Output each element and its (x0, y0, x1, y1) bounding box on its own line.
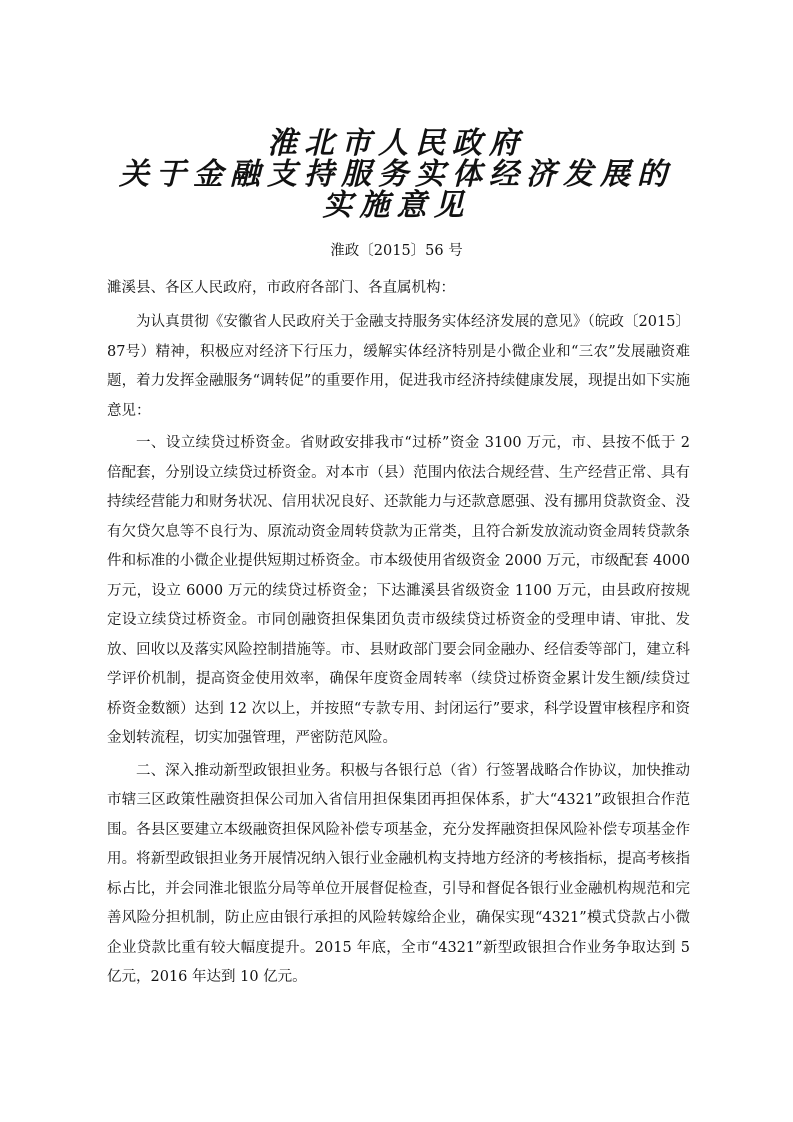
addressee-line: 濉溪县、各区人民政府，市政府各部门、各直属机构： (107, 280, 455, 296)
title-line-type: 实施意见 (322, 188, 471, 223)
paragraph-section-1: 一、设立续贷过桥资金。省财政安排我市“过桥”资金 3100 万元，市、县按不低于 2 倍配套，分别设立续贷过桥资金。对本市（县）范围内依法合规经营、生产经营正常、具有持续经营能力和财务状况、信用状况良好、还款能力与还款意愿强、没有挪用贷款资金、没有欠贷欠息等不良行为、原流动资金周转贷款为正常类，且符合新发放流动资金周转贷款条件和标准的小微企业提供短期过桥资金。市本级使用省级资金 2000 万元，市级配套 4000 万元，设立 6000 万元的续贷过桥资金；下达濉溪县省级资金 1100 万元，由县政府按规定设立续贷过桥资金。市同创融资担保集团负责市级续贷过桥资金的受理申请、审批、发放、回收以及落实风险控制措施等。市、县财政部门要会同金融办、经信委等部门，建立科学评价机制，提高资金使用效率，确保年度资金周转率（续贷过桥资金累计发生额/续贷过桥资金数额）达到 12 次以上，并按照“专款专用、封闭运行”要求，科学设置审核程序和资金划转流程，切实加强管理，严密防范风险。 (107, 435, 690, 746)
paragraph-section-2: 二、深入推动新型政银担业务。积极与各银行总（省）行签署战略合作协议，加快推动市辖三区政策性融资担保公司加入省信用担保集团再担保体系，扩大“4321”政银担合作范围。各县区要建立本级融资担保风险补偿专项基金，充分发挥融资担保风险补偿专项基金作用。将新型政银担业务开展情况纳入银行业金融机构支持地方经济的考核指标，提高考核指标占比，并会同淮北银监分局等单位开展督促检查，引导和督促各银行业金融机构规范和完善风险分担机制，防止应由银行承担的风险转嫁给企业，确保实现“4321”模式贷款占小微企业贷款比重有较大幅度提升。2015 年底，全市“4321”新型政银担合作业务争取达到 5 亿元，2016 年达到 10 亿元。 (107, 762, 690, 985)
title-line-issuer: 淮北市人民政府 (267, 126, 526, 161)
document-body (107, 308, 690, 996)
title-line-subject: 关于金融支持服务实体经济发展的 (119, 157, 674, 192)
document-number: 淮政〔2015〕56 号 (330, 243, 463, 259)
paragraph-preamble: 为认真贯彻《安徽省人民政府关于金融支持服务实体经济发展的意见》（皖政〔2015〕87号）精神，积极应对经济下行压力，缓解实体经济特别是小微企业和“三农”发展融资难题，着力发挥金融服务“调转促”的重要作用，促进我市经济持续健康发展，现提出如下实施意见： (107, 314, 690, 419)
document-title (0, 128, 793, 221)
